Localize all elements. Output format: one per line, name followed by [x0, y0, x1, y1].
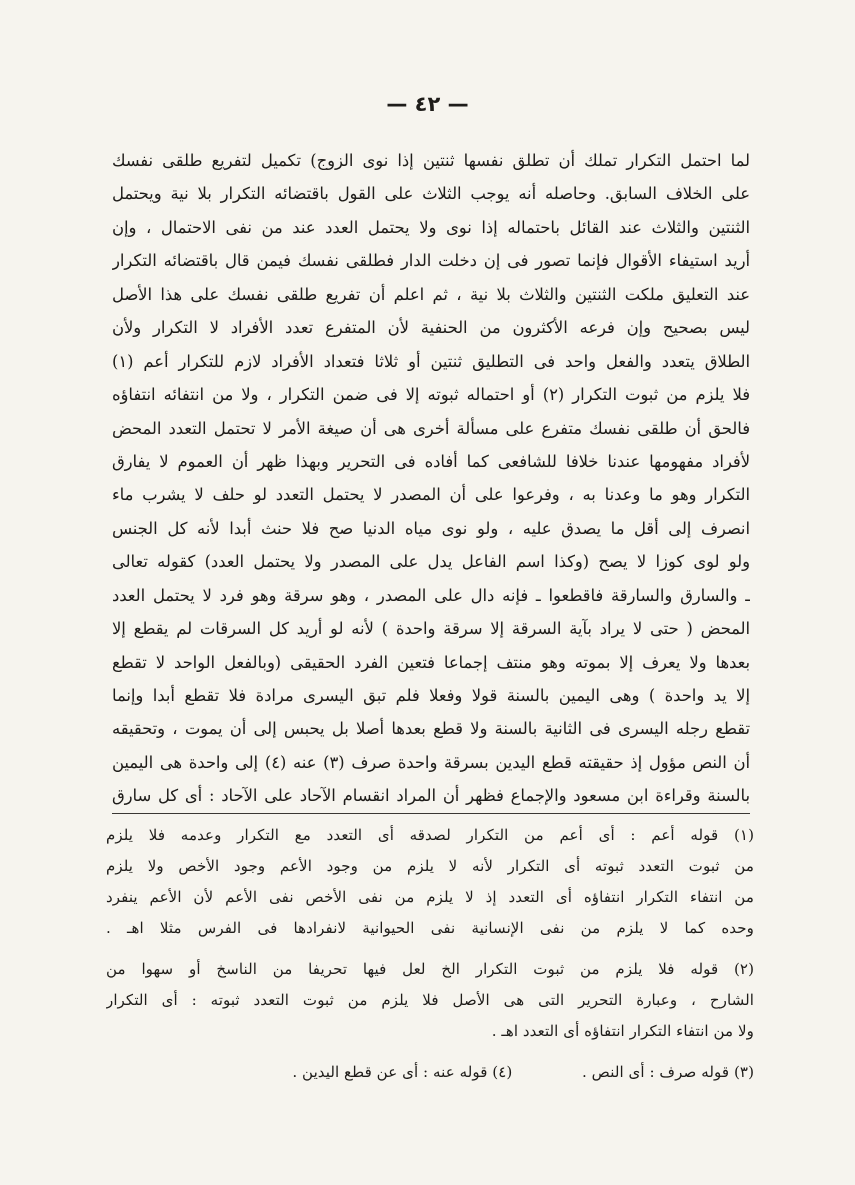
text-line: عند التعليق ملكت الثنتين والثلاث بلا نية ، ثم اعلم أن تفريع طلقى نفسك على هذا الأصل [112, 284, 750, 304]
footnote-divider [112, 813, 750, 814]
text-line: ـ والسارق والسارقة فاقطعوا ـ فإنه دال على المصدر ، وهو سرقة وهو فرد لا يحتمل العدد [112, 585, 750, 605]
page-number: — ٤٢ — [386, 92, 469, 116]
footnote-line: ولا من انتفاء التكرار انتفاؤه أى التعدد اهـ . [491, 1022, 754, 1040]
footnote-line: من انتفاء التكرار انتفاؤه أى التعدد إذ لا يلزم من نفى الأخص نفى الأعم لأن الأعم ينفرد [106, 888, 754, 906]
text-line: بالسنة وقراءة ابن مسعود والإجماع فظهر أن المراد انقسام الآحاد على الآحاد : أى كل سارق [112, 786, 750, 806]
footnotes [106, 820, 754, 1088]
footnote-line: وحده كما لا يلزم من نفى الإنسانية نفى الحيوانية لانفرادها فى الفرس مثلا اهـ . [106, 919, 754, 937]
text-line: أن النص مؤول إذ حقيقته قطع اليدين بسرقة واحدة صرف (٣) عنه (٤) إلى واحدة هى اليمين [112, 752, 750, 772]
text-line: لأفراد مفهومها عندنا خلافا للشافعى كما أفاده فى التحرير وبهذا ظهر أن العموم لا يفارق [112, 451, 750, 471]
footnote-2 [106, 954, 754, 1047]
text-line: إلا يد واحدة ) وهى اليمين بالسنة قولا وفعلا فلم تبق اليسرى مرادة فلا تقطع أبدا وإنما [112, 686, 750, 705]
text-line: الطلاق يتعدد والفعل واحد فى التطليق ثنتين أو ثلاثا فتعداد الأفراد لازم للتكرار أعم (١) [112, 351, 750, 371]
footnote-1 [106, 820, 754, 944]
text-line: فالحق أن طلقى نفسك متفرع على مسألة أخرى هى أن صيغة الأمر لا تحتمل التعدد المحض [112, 418, 750, 438]
footnote-4: (٤) قوله عنه : أى عن قطع اليدين . [292, 1063, 513, 1081]
text-line: الثنتين والثلاث عند القائل باحتماله إذا نوى ولا يحتمل العدد عند من نفى الاحتمال ، وإن [112, 217, 750, 237]
text-line: تقطع رجله اليسرى فى الثانية بالسنة ولا قطع بعدها أصلا بل يحبس إلى أن يموت ، وتحقيقه [112, 719, 750, 739]
footnote-line: من ثبوت التعدد ثبوته أى التكرار لأنه لا يلزم من وجود الأعم وجود الأخص ولا يلزم [106, 857, 754, 875]
footnotes-3-4 [106, 1057, 754, 1088]
footnote-line: الشارح ، وعبارة التحرير التى هى الأصل فلا يلزم من ثبوت التعدد ثبوته : أى التكرار [106, 991, 754, 1009]
text-line: فلا يلزم من ثبوت التكرار (٢) أو احتماله ثبوته إلا فى ضمن التكرار ، ولا من انتفائه انتفاؤه [112, 385, 750, 405]
text-line: التكرار وهو ما وعدنا به ، وفرعوا على أن المصدر لا يحتمل التعدد لو حلف لا يشرب ماء [112, 485, 750, 505]
footnote-line: (١) قوله أعم : أى أعم من التكرار لصدقه أى التعدد مع التكرار وعدمه فلا يلزم [106, 826, 754, 844]
text-line: لما احتمل التكرار تملك أن تطلق نفسها ثنتين إذا نوى الزوج) تكميل لتفريع طلقى نفسك [112, 151, 750, 170]
footnote-line: (٢) قوله فلا يلزم من ثبوت التكرار الخ لعل فيها تحريفا من الناسخ أو سهوا من [106, 960, 754, 978]
text-line: بعدها ولا يعرف إلا بموته وهو منتف إجماعا فتعين الفرد الحقيقى (وبالفعل الواحد لا تقطع [112, 652, 750, 672]
text-line: ليس بصحيح وإن فرعه الأكثرون من الحنفية لأن المتفرع تعدد الأفراد لا التكرار ولأن [112, 318, 750, 338]
text-line: أريد استيفاء الأقوال فإنما تصور فى إن دخلت الدار فطلقى نفسك فيمن قال باقتضائه التكرار [112, 251, 750, 271]
text-line: انصرف إلى أقل ما يصدق عليه ، ولو نوى مياه الدنيا صح فلا حنث أبدا لأنه كل الجنس [112, 518, 750, 538]
footnote-3: (٣) قوله صرف : أى النص . [582, 1063, 754, 1081]
text-line: ولو لوى كوزا لا يصح (وكذا اسم الفاعل يدل على المصدر ولا يحتمل العدد) كقوله تعالى [112, 552, 750, 572]
text-line: المحض ( حتى لا يراد بآية السرقة إلا سرقة واحدة ) لأنه لو أريد كل السرقات لم يقطع إلا [112, 619, 750, 639]
main-text [112, 144, 750, 813]
text-line: على الخلاف السابق. وحاصله أنه يوجب الثلاث على القول باقتضائه التكرار بلا نية ويحتمل [112, 184, 750, 204]
